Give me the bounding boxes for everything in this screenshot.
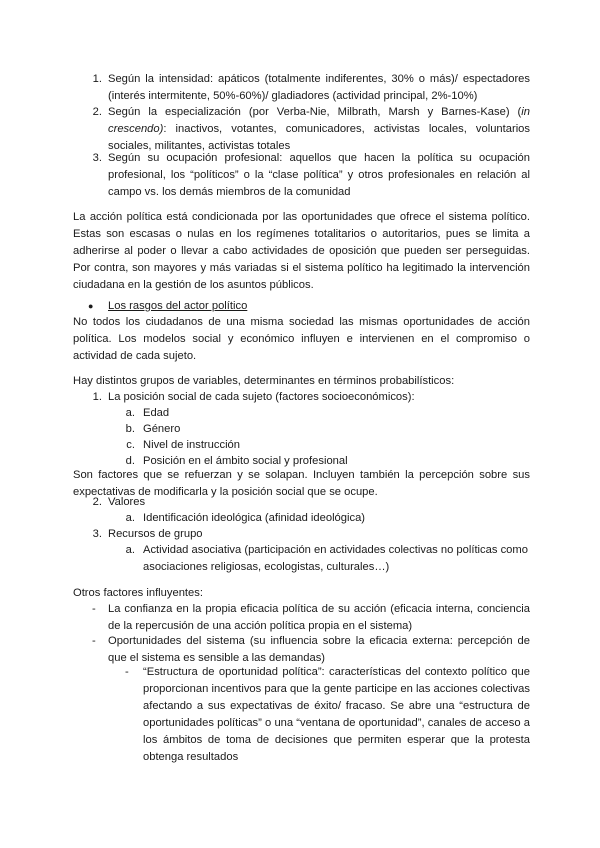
sub-text: Actividad asociativa (participación en actividades colectivas no políticas como asociaciones religiosas, ecologistas, culturales…) xyxy=(143,544,528,573)
list-text-part: Según la especialización (por Verba-Nie, Milbrath, Marsh y Barnes-Kase) ( xyxy=(108,106,522,118)
list-text: Según su ocupación profesional: aquellos que hacen la política su ocupación profesional, los “políticos” o la “clase política” y otros profesionales en relación al campo vs. los demás miembros de la comunidad xyxy=(108,152,530,198)
list-text-part: : inactivos, votantes, comunicadores, activistas locales, voluntarios sociales, militantes, activistas totales xyxy=(108,123,530,152)
sub-text: Nivel de instrucción xyxy=(143,439,241,451)
list-number: 1. xyxy=(92,73,102,85)
bullet-icon: ● xyxy=(88,301,94,311)
paragraph-rasgos: No todos los ciudadanos de una misma sociedad las mismas oportunidades de acción política. Los modelos social y económico influyen e intervienen en el compromiso o actividad de cada sujeto. xyxy=(73,316,530,362)
list-text: La confianza en la propia eficacia política de su acción (eficacia interna, conciencia de la repercusión de una acción política propia en el sistema) xyxy=(108,603,530,632)
dash-icon: - xyxy=(92,635,96,647)
paragraph-factores: Son factores que se refuerzan y se solapan. Incluyen también la percepción sobre sus expectativas de modificarla y la posición social que se ocupe. xyxy=(73,469,530,498)
list-text: Oportunidades del sistema (su influencia sobre la eficacia externa: percepción de que el sistema es sensible a las demandas) xyxy=(108,635,530,664)
sub-text: Edad xyxy=(143,407,170,419)
sub-letter: c. xyxy=(126,439,135,451)
list-text xyxy=(108,104,530,155)
list-number: 2. xyxy=(92,496,102,508)
sub-letter: d. xyxy=(125,455,135,467)
list-text-italic: in crescendo) xyxy=(108,106,530,135)
list-number: 3. xyxy=(92,528,102,540)
dash-icon: - xyxy=(125,666,129,678)
list-text: Recursos de grupo xyxy=(108,528,203,540)
paragraph-accion-politica: La acción política está condicionada por las oportunidades que ofrece el sistema político. Estas son escasas o nulas en los regímenes totalitarios o autoritarios, pues se limita a adherirse al poder o llevar a cabo actividades de oposición que pueden ser perseguidas. Por contra, son mayores y más variadas si el sistema político ha legitimado la intervención ciudadana en la gestión de los asuntos públicos. xyxy=(73,211,530,291)
list-text: La posición social de cada sujeto (factores socioeconómicos): xyxy=(108,391,415,403)
sub-text: Identificación ideológica (afinidad ideológica) xyxy=(143,512,366,524)
sub-letter: b. xyxy=(125,423,135,435)
sub-letter: a. xyxy=(125,407,135,419)
sub-letter: a. xyxy=(125,512,135,524)
sub-text: Posición en el ámbito social y profesional xyxy=(143,455,348,467)
dash-icon: - xyxy=(92,603,96,615)
paragraph-otros: Otros factores influyentes: xyxy=(73,587,203,599)
list-number: 2. xyxy=(92,106,102,118)
list-text: Valores xyxy=(108,496,146,508)
sub-letter: a. xyxy=(125,544,135,556)
list-text: Según la intensidad: apáticos (totalmente indiferentes, 30% o más)/ espectadores (interés intermitente, 50%-60%)/ gladiadores (actividad principal, 2%-10%) xyxy=(108,73,530,102)
list-text: “Estructura de oportunidad política”: características del contexto político que proporcionan incentivos para que la gente participe en las acciones colectivas afectando a sus expectativas de éxito/ fracaso. Se abre una “estructura de oportunidades políticas” o una “ventana de oportunidad”, canales de acceso a los ámbitos de toma de decisiones que permiten esperar que la protesta obtenga resultados xyxy=(143,666,530,763)
list-number: 3. xyxy=(92,152,102,164)
list-number: 1. xyxy=(92,391,102,403)
section-title: Los rasgos del actor político xyxy=(108,300,248,312)
paragraph-variables: Hay distintos grupos de variables, determinantes en términos probabilísticos: xyxy=(73,375,455,387)
sub-text: Género xyxy=(143,423,181,435)
